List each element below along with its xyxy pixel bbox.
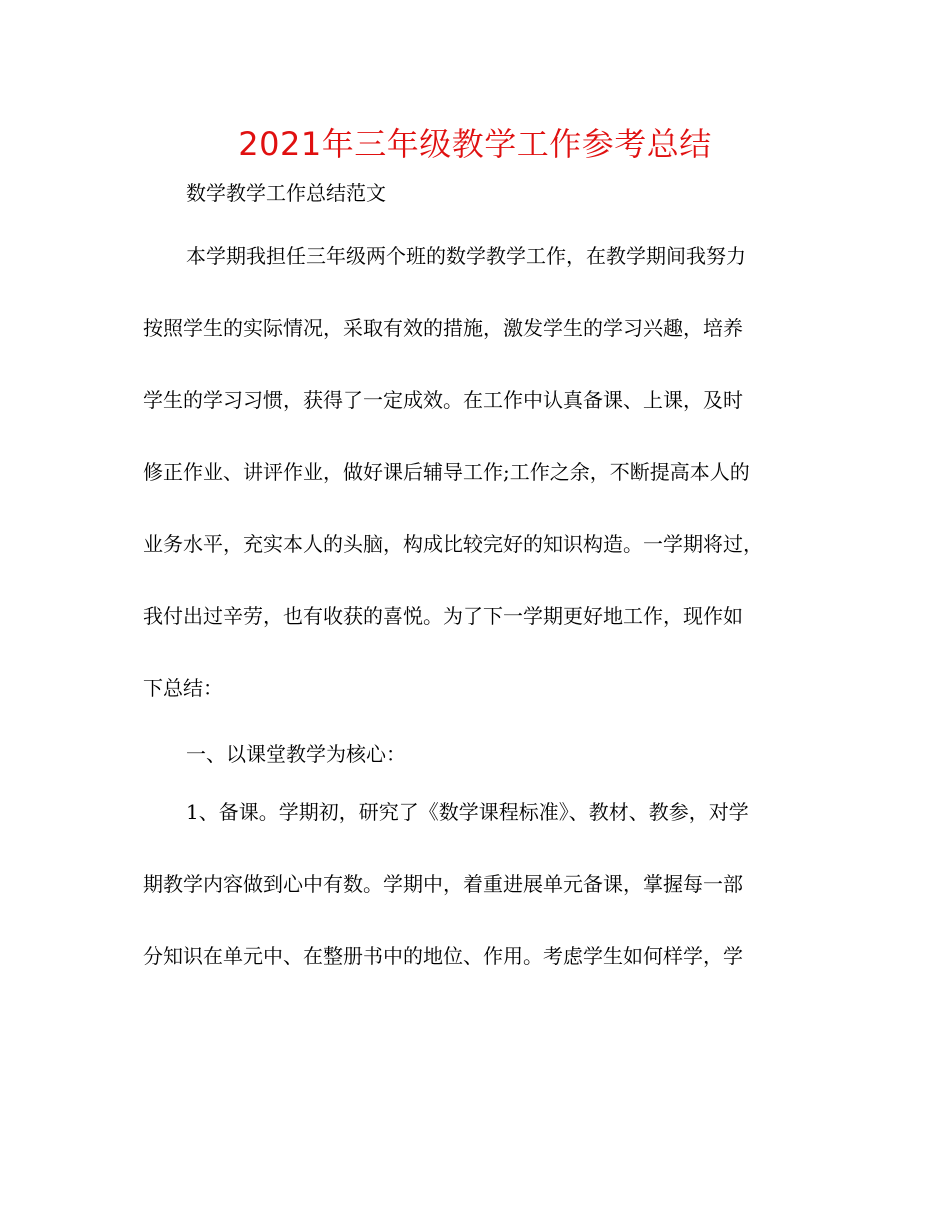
paragraph-line: 我付出过辛劳，也有收获的喜悦。为了下一学期更好地工作，现作如 bbox=[143, 604, 743, 628]
paragraph-line: 期教学内容做到心中有数。学期中，着重进展单元备课，掌握每一部 bbox=[143, 872, 743, 896]
paragraph-line: 1、备课。学期初，研究了《数学课程标准》、教材、教参，对学 bbox=[186, 800, 749, 824]
paragraph-line: 下总结： bbox=[143, 676, 223, 700]
document-subtitle: 数学教学工作总结范文 bbox=[186, 181, 386, 205]
paragraph-line: 按照学生的实际情况，采取有效的措施，激发学生的学习兴趣，培养 bbox=[143, 316, 743, 340]
document-title: 2021年三年级教学工作参考总结 bbox=[238, 125, 712, 163]
paragraph-line: 分知识在单元中、在整册书中的地位、作用。考虑学生如何样学，学 bbox=[143, 944, 743, 968]
paragraph-line: 本学期我担任三年级两个班的数学教学工作，在教学期间我努力 bbox=[186, 244, 746, 268]
section-heading: 一、以课堂教学为核心： bbox=[186, 742, 406, 766]
paragraph-line: 学生的学习习惯，获得了一定成效。在工作中认真备课、上课，及时 bbox=[143, 388, 743, 412]
paragraph-line: 业务水平，充实本人的头脑，构成比较完好的知识构造。一学期将过， bbox=[143, 532, 763, 556]
paragraph-line: 修正作业、讲评作业，做好课后辅导工作;工作之余，不断提高本人的 bbox=[143, 460, 750, 484]
